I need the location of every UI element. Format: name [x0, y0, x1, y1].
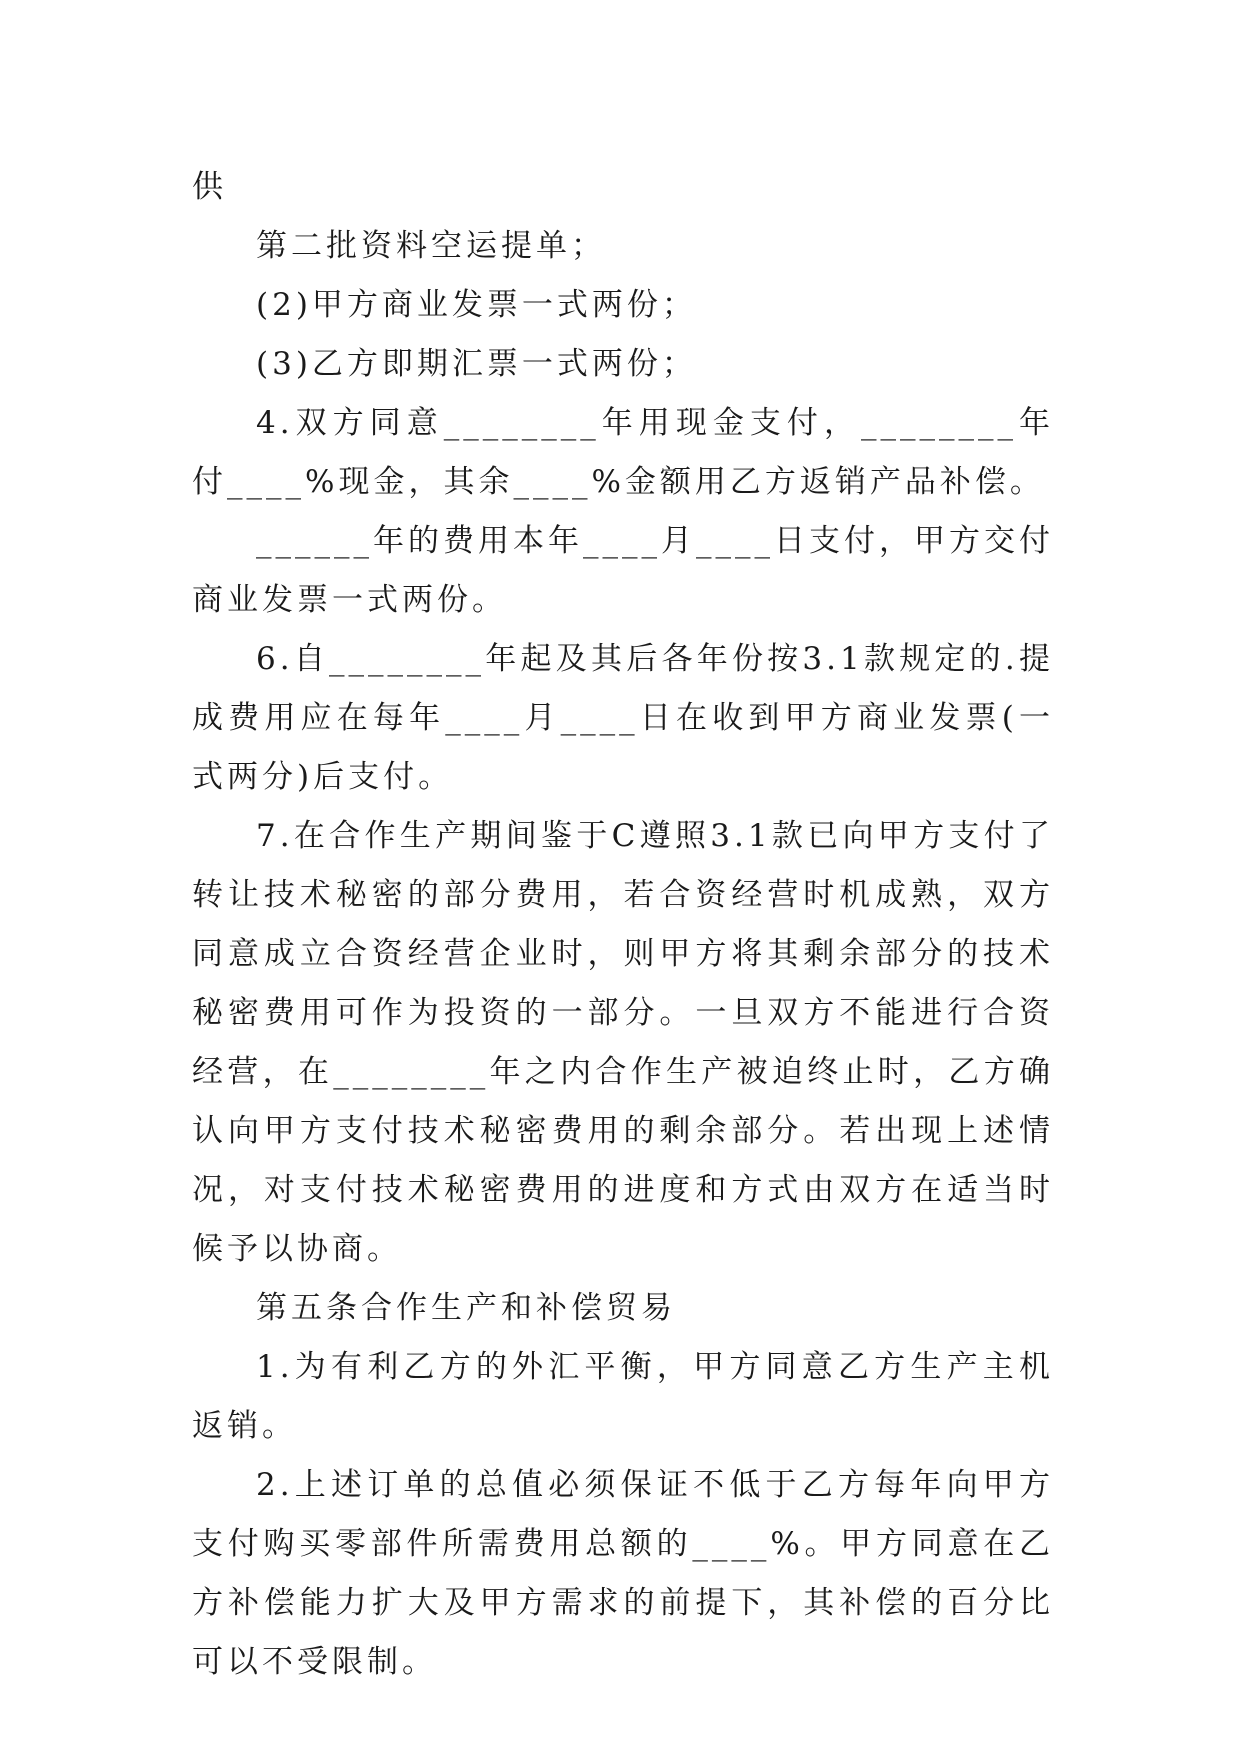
- paragraph-continuation: 供: [192, 169, 227, 205]
- section-heading-article-5: 第五条合作生产和补偿贸易: [256, 1290, 676, 1326]
- paragraph-clause-7: 7.在合作生产期间鉴于C遵照3.1款已向甲方支付了转让技术秘密的部分费用，若合资经营时机成熟，双方同意成立合资经营企业时，则甲方将其剩余部分的技术秘密费用可作为投资的一部分。一旦双方不能进行合资经营，在________年之内合作生产被迫终止时，乙方确认向甲方支付技术秘密费用的剩余部分。若出现上述情况，对支付技术秘密费用的进度和方式由双方在适当时候予以协商。: [192, 818, 1054, 1267]
- document-page: [192, 158, 1054, 1692]
- paragraph-sight-draft: (3)乙方即期汇票一式两份；: [256, 346, 697, 382]
- paragraph-second-batch-bill: 第二批资料空运提单；: [256, 228, 606, 264]
- paragraph-clause-6: 6.自________年起及其后各年份按3.1款规定的.提成费用应在每年____月____日在收到甲方商业发票(一式两分)后支付。: [192, 641, 1054, 795]
- paragraph-article-5-item-2: 2.上述订单的总值必须保证不低于乙方每年向甲方支付购买零部件所需费用总额的____%。甲方同意在乙方补偿能力扩大及甲方需求的前提下，其补偿的百分比可以不受限制。: [192, 1467, 1054, 1680]
- paragraph-article-5-item-1: 1.为有利乙方的外汇平衡，甲方同意乙方生产主机返销。: [192, 1349, 1054, 1444]
- paragraph-annual-fee: ______年的费用本年____月____日支付，甲方交付商业发票一式两份。: [192, 523, 1054, 618]
- paragraph-commercial-invoice: (2)甲方商业发票一式两份；: [256, 287, 697, 323]
- paragraph-clause-4: 4.双方同意________年用现金支付，________年付____%现金，其余____%金额用乙方返销产品补偿。: [192, 405, 1054, 500]
